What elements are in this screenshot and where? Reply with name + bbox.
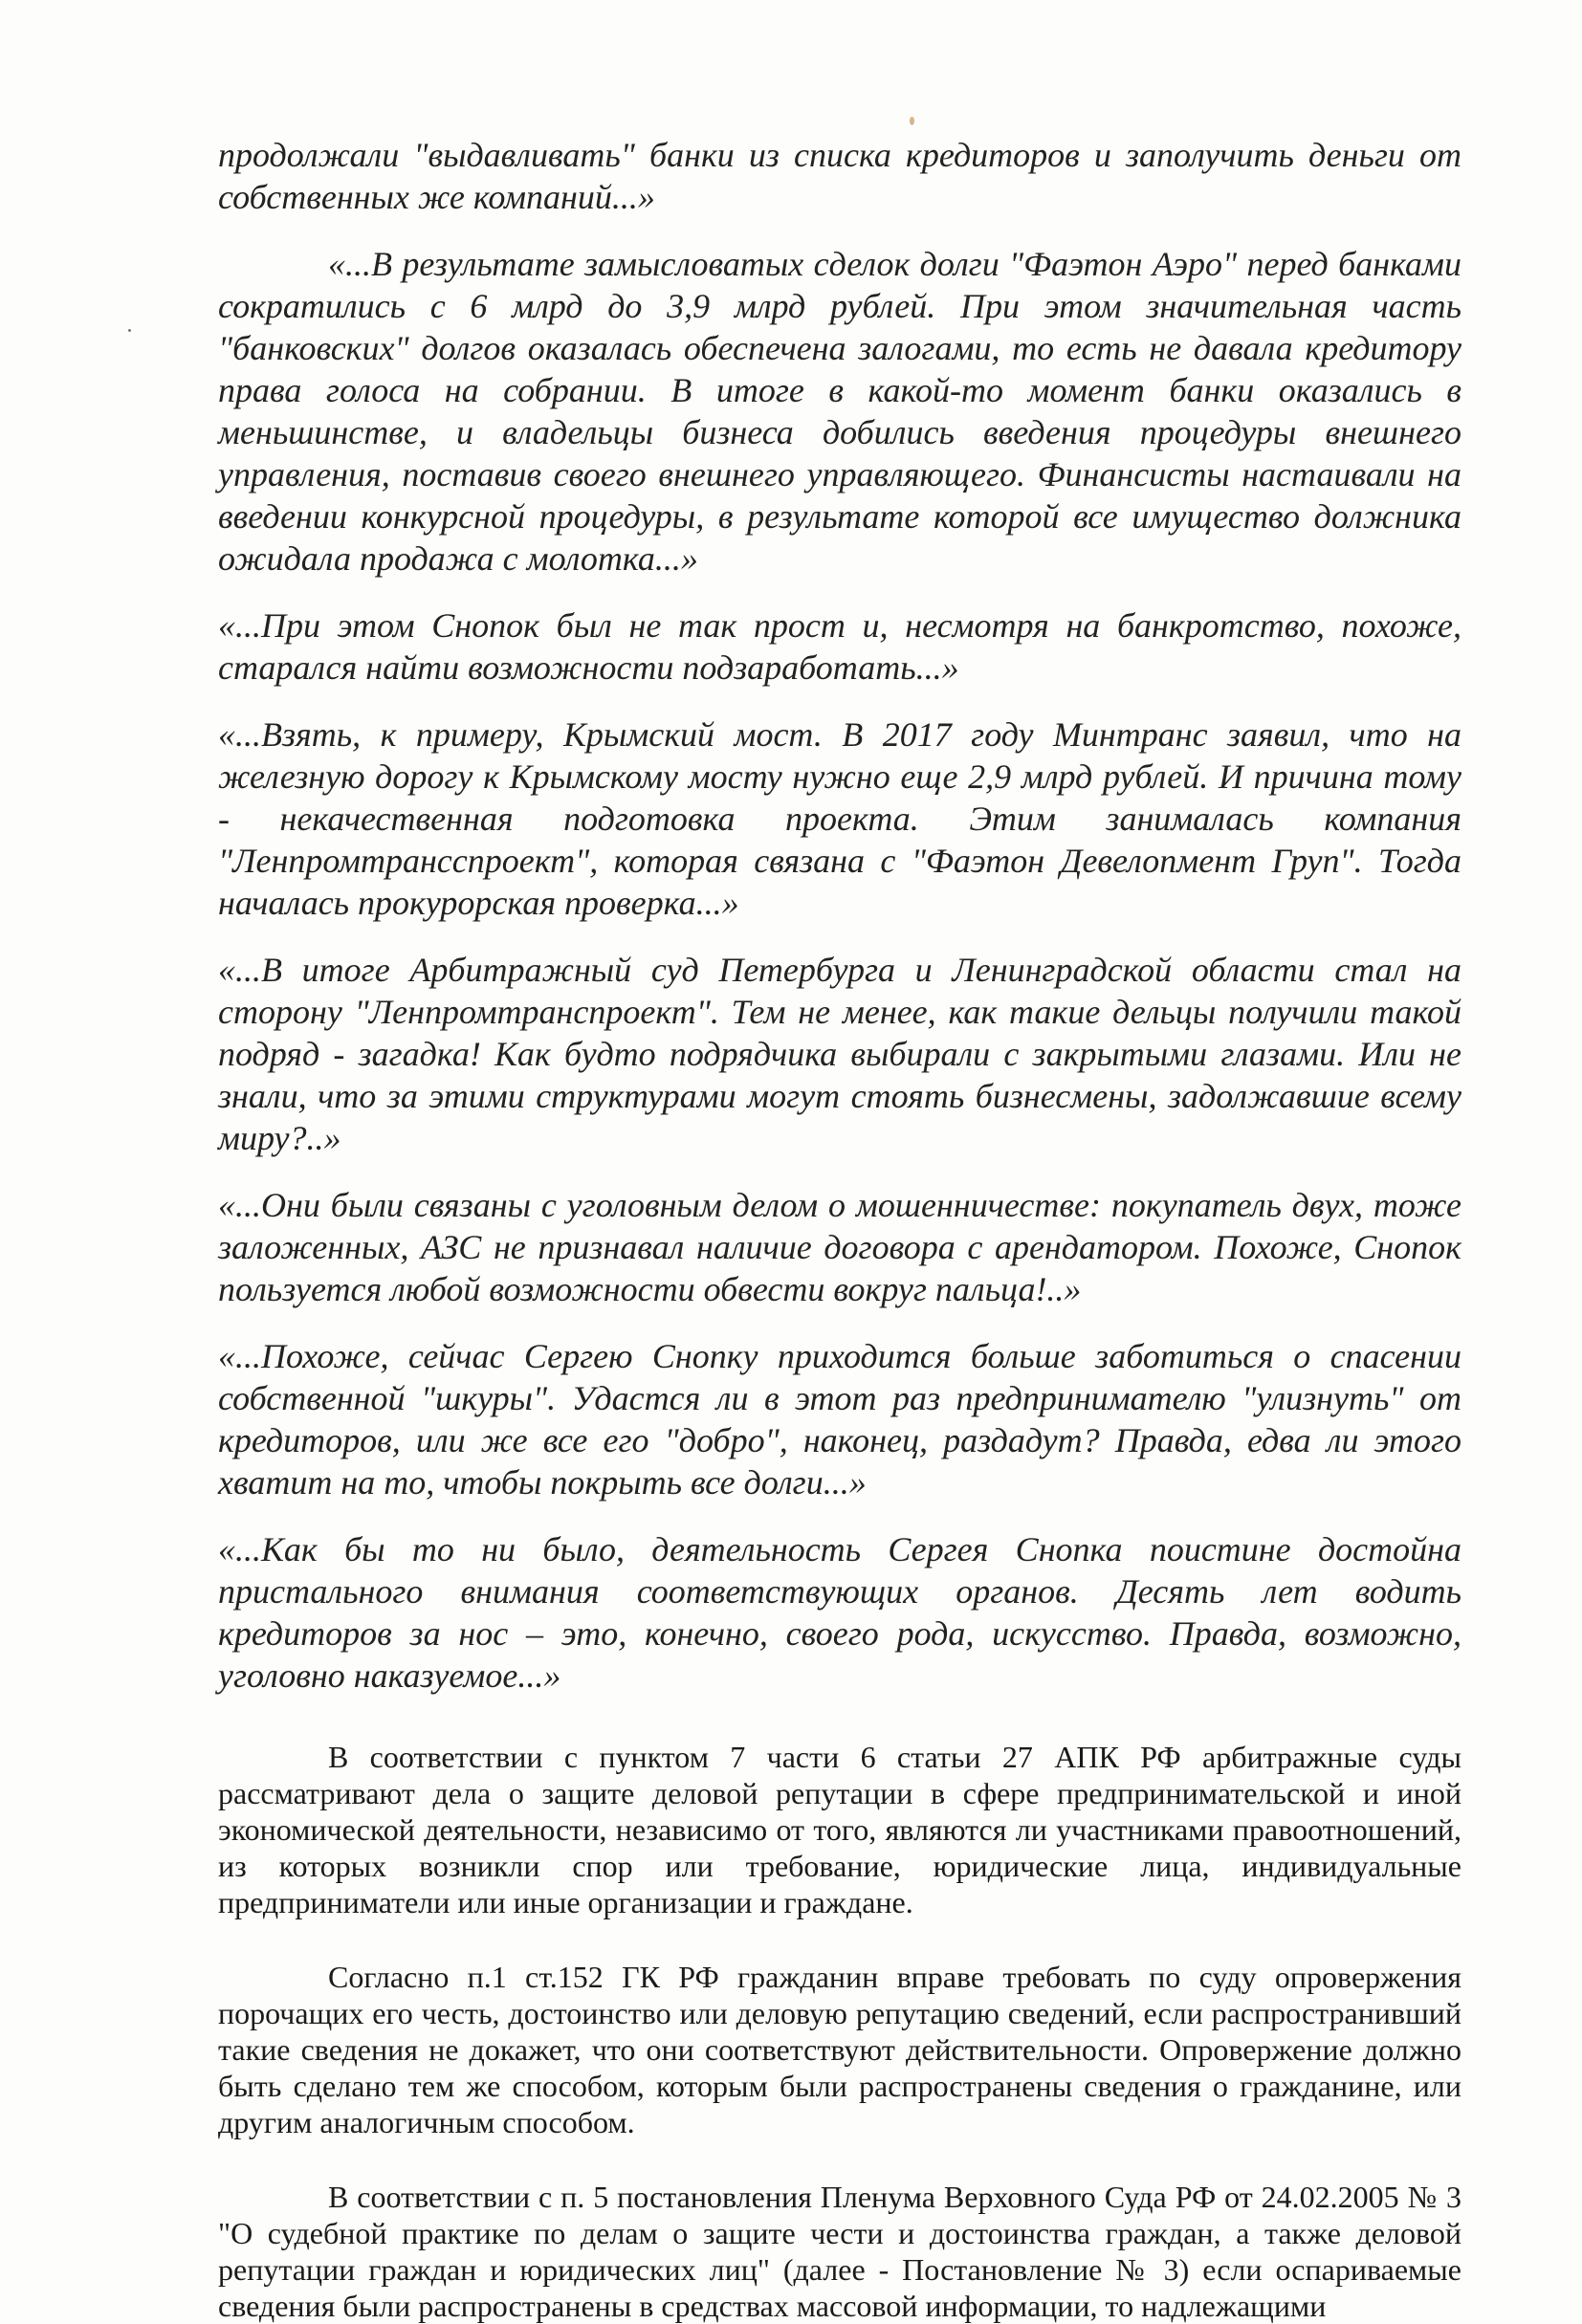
legal-paragraph: В соответствии с пунктом 7 части 6 статьи 27 АПК РФ арбитражные суды рассматривают дела о защите деловой репутации в сфере предпринимательской и иной экономической деятельности, независимо от того, являются ли участниками правоотношений, из которых возникли спор или требование, юридические лица, индивидуальные предприниматели или иные организации и граждане. (218, 1740, 1461, 1919)
scan-speck (910, 117, 914, 125)
quote-paragraph: «...Они были связаны с уголовным делом о мошенничестве: покупатель двух, тоже заложенных, АЗС не признавал наличие договора с арендатором. Похоже, Снопок пользуется любой возможности обвести вокруг пальца!..» (218, 1186, 1461, 1308)
quote-paragraph: «...В результате замысловатых сделок долги "Фаэтон Аэро" перед банками сократились с 6 млрд до 3,9 млрд рублей. При этом значительная часть "банковских" долгов оказалась обеспечена залогами, то есть не давала кредитору права голоса на собрании. В итоге в какой-то момент банки оказались в меньшинстве, и владельцы бизнеса добились введения процедуры внешнего управления, поставив своего внешнего управляющего. Финансисты настаивали на введении конкурсной процедуры, в результате которой все имущество должника ожидала продажа с молотка...» (218, 245, 1461, 578)
document-body (218, 134, 1461, 2324)
legal-paragraph: В соответствии с п. 5 постановления Пленума Верховного Суда РФ от 24.02.2005 № 3 "О судебной практике по делам о защите чести и достоинства граждан, а также деловой репутации граждан и юридических лиц" (далее - Постановление № 3) если оспариваемые сведения были распространены в средствах массовой информации, то надлежащими (218, 2180, 1461, 2323)
quote-paragraph: «...При этом Снопок был не так прост и, несмотря на банкротство, похоже, старался найти возможности подзаработать...» (218, 606, 1461, 687)
quote-paragraph: «...В итоге Арбитражный суд Петербурга и Ленинградской области стал на сторону "Ленпромтранспроект". Тем не менее, как такие дельцы получили такой подряд - загадка! Как будто подрядчика выбирали с закрытыми глазами. Или не знали, что за этими структурами могут стоять бизнесмены, задолжавшие всему миру?..» (218, 951, 1461, 1157)
scan-speck (128, 329, 131, 332)
quote-paragraph: продолжали "выдавливать" банки из списка кредиторов и заполучить деньги от собственных же компаний...» (218, 136, 1461, 216)
quote-paragraph: «...Как бы то ни было, деятельность Сергея Снопка поистине достойна пристального внимания соответствующих органов. Десять лет водить кредиторов за нос – это, конечно, своего рода, искусство. Правда, возможно, уголовно наказуемое...» (218, 1530, 1461, 1695)
quote-paragraph: «...Похоже, сейчас Сергею Снопку приходится больше заботиться о спасении собственной "шкуры". Удастся ли в этот раз предпринимателю "улизнуть" от кредиторов, или же все его "добро", наконец, раздадут? Правда, едва ли этого хватит на то, чтобы покрыть все долги...» (218, 1337, 1461, 1502)
legal-paragraph: Согласно п.1 ст.152 ГК РФ гражданин вправе требовать по суду опровержения порочащих его честь, достоинство или деловую репутацию сведений, если распространивший такие сведения не докажет, что они соответствуют действительности. Опровержение должно быть сделано тем же способом, которым были распространены сведения о гражданине, или другим аналогичным способом. (218, 1960, 1461, 2139)
quote-paragraph: «...Взять, к примеру, Крымский мост. В 2017 году Минтранс заявил, что на железную дорогу к Крымскому мосту нужно еще 2,9 млрд рублей. И причина тому - некачественная подготовка проекта. Этим занималась компания "Ленпромтрансспроект", которая связана с "Фаэтон Девелопмент Груп". Тогда началась прокурорская проверка...» (218, 715, 1461, 922)
